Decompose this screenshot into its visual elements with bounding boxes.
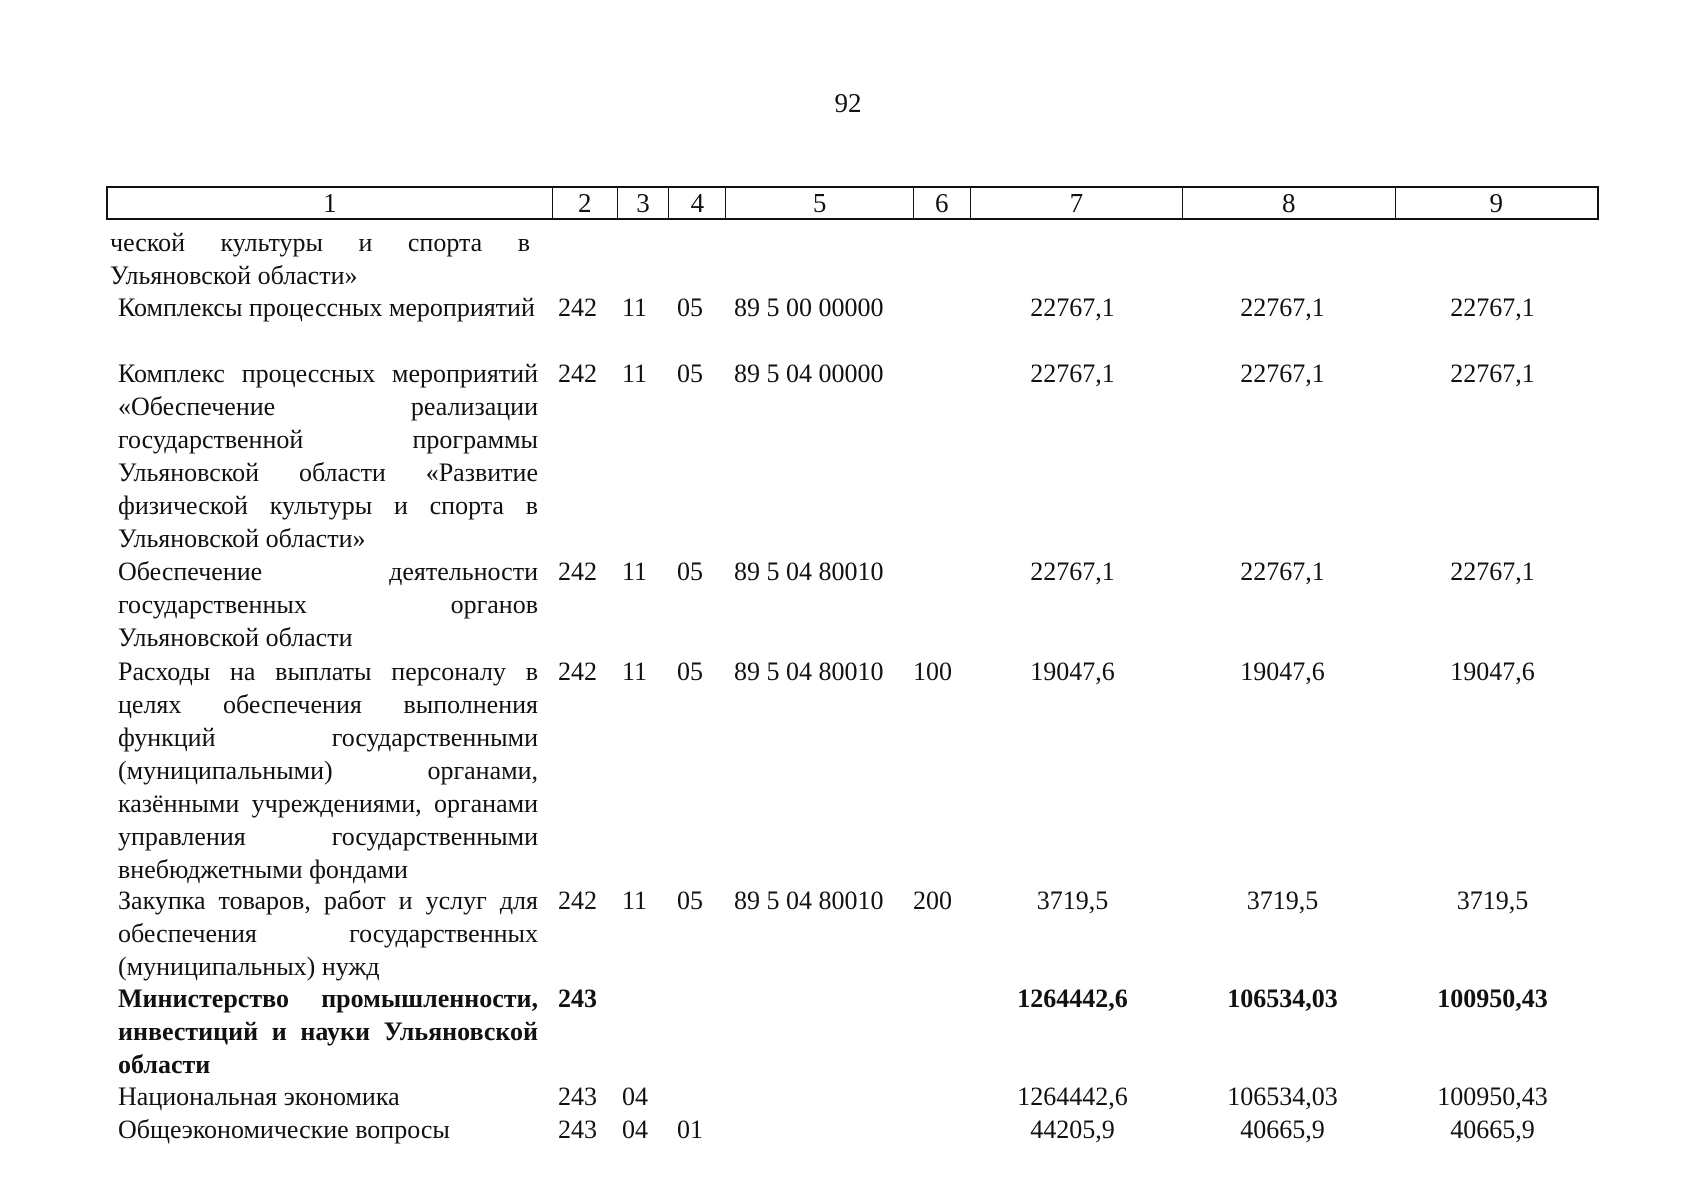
row-name: Комплекс процессных мероприятий «Обеспечение реализации государственной программы Ульяновской области «Развитие физической культуры и спорта в Ульяновской области» (118, 359, 538, 553)
row-subsection: 05 (677, 657, 703, 686)
row-section: 11 (622, 557, 648, 586)
row-gov-code: 242 (558, 657, 597, 686)
row-gov-code: 242 (558, 359, 597, 388)
row-amount-8: 106534,03 (1227, 984, 1338, 1013)
row-amount-7: 3719,5 (1036, 886, 1109, 915)
row-amount-9: 19047,6 (1450, 657, 1535, 686)
row-section: 11 (622, 293, 648, 322)
header-col-1: 1 (108, 188, 553, 218)
row-amount-8: 22767,1 (1240, 359, 1325, 388)
row-amount-8: 3719,5 (1246, 886, 1319, 915)
row-gov-code: 243 (558, 1082, 597, 1111)
row-expense-type: 200 (913, 886, 952, 915)
row-target-article: 89 5 04 00000 (734, 359, 884, 388)
row-amount-9: 100950,43 (1437, 1082, 1548, 1111)
row-amount-9: 40665,9 (1450, 1115, 1535, 1144)
header-col-7: 7 (971, 188, 1183, 218)
row-target-article: 89 5 04 80010 (734, 886, 884, 915)
row-name: Национальная экономика (118, 1082, 400, 1111)
row-subsection: 05 (677, 359, 703, 388)
page-number: 92 (834, 88, 862, 118)
row-amount-8: 22767,1 (1240, 557, 1325, 586)
row-amount-9: 22767,1 (1450, 557, 1535, 586)
table-header (106, 186, 1599, 220)
row-amount-8: 22767,1 (1240, 293, 1325, 322)
row-target-article: 89 5 04 80010 (734, 557, 884, 586)
header-col-5: 5 (726, 188, 914, 218)
row-section: 04 (622, 1115, 648, 1144)
row-target-article: 89 5 04 80010 (734, 657, 884, 686)
row-name: Обеспечение деятельности государственных органов Ульяновской области (118, 557, 538, 652)
row-amount-8: 40665,9 (1240, 1115, 1325, 1144)
row-name: Комплексы процессных мероприятий (118, 293, 535, 322)
header-col-8: 8 (1183, 188, 1395, 218)
row-amount-7: 44205,9 (1030, 1115, 1115, 1144)
row-amount-7: 22767,1 (1030, 359, 1115, 388)
header-col-2: 2 (553, 188, 618, 218)
row-subsection: 05 (677, 557, 703, 586)
row-expense-type: 100 (913, 657, 952, 686)
row-name: Расходы на выплаты персоналу в целях обеспечения выполнения функций государственными (муниципальными) органами, казёнными учреждениями, органами управления государственными внебюджетными фондами (118, 657, 538, 884)
row-name: Общеэкономические вопросы (118, 1115, 450, 1144)
row-section: 11 (622, 359, 648, 388)
row-subsection: 05 (677, 886, 703, 915)
row-subsection: 05 (677, 293, 703, 322)
row-gov-code: 242 (558, 293, 597, 322)
row-amount-8: 19047,6 (1240, 657, 1325, 686)
header-col-9: 9 (1489, 187, 1503, 218)
row-name: ческой культуры и спорта в Ульяновской области» (110, 228, 530, 290)
row-name: Закупка товаров, работ и услуг для обеспечения государственных (муниципальных) нужд (118, 886, 538, 981)
row-amount-8: 106534,03 (1227, 1082, 1338, 1111)
row-amount-9: 22767,1 (1450, 293, 1535, 322)
header-col-6: 6 (914, 188, 971, 218)
row-amount-7: 22767,1 (1030, 293, 1115, 322)
row-gov-code: 242 (558, 886, 597, 915)
row-amount-9: 22767,1 (1450, 359, 1535, 388)
row-gov-code: 242 (558, 557, 597, 586)
row-section: 11 (622, 657, 648, 686)
row-amount-7: 22767,1 (1030, 557, 1115, 586)
row-gov-code: 243 (558, 984, 597, 1013)
row-name: Министерство промышленности, инвестиций и науки Ульяновской области (118, 984, 538, 1079)
row-subsection: 01 (677, 1115, 703, 1144)
row-amount-9: 100950,43 (1437, 984, 1548, 1013)
row-amount-7: 1264442,6 (1017, 984, 1128, 1013)
row-section: 11 (622, 886, 648, 915)
row-target-article: 89 5 00 00000 (734, 293, 884, 322)
row-gov-code: 243 (558, 1115, 597, 1144)
row-section: 04 (622, 1082, 648, 1111)
row-amount-7: 19047,6 (1030, 657, 1115, 686)
header-col-3: 3 (618, 188, 670, 218)
header-col-4: 4 (669, 188, 726, 218)
row-amount-7: 1264442,6 (1017, 1082, 1128, 1111)
row-amount-9: 3719,5 (1456, 886, 1529, 915)
